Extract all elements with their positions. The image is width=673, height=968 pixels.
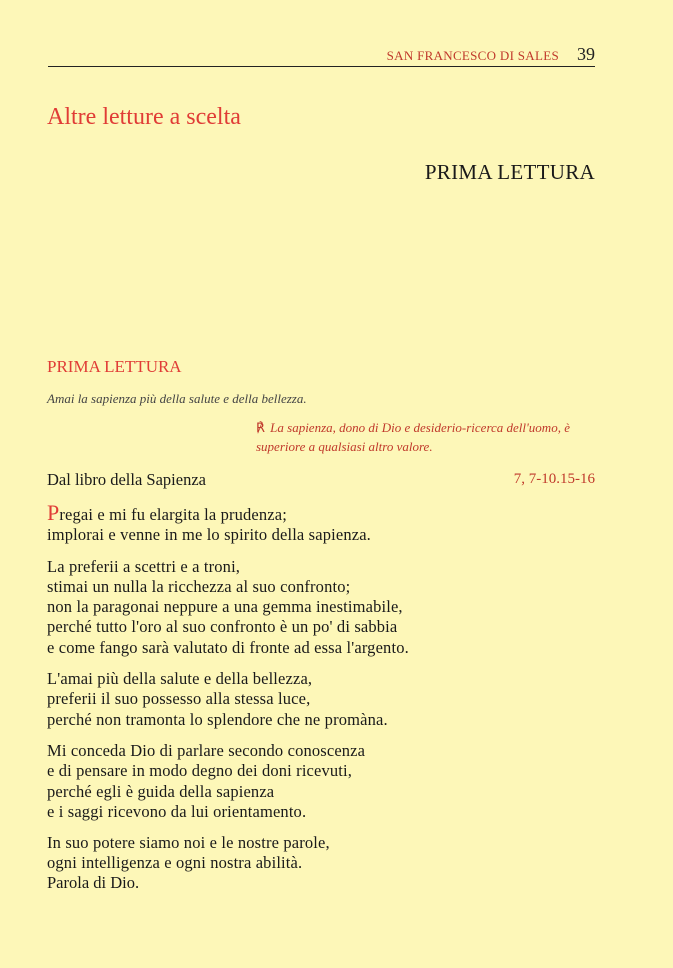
verse-line (47, 741, 607, 761)
verse-line (47, 638, 607, 658)
verse-line (47, 577, 607, 597)
verse-line (47, 853, 607, 873)
verse-text: preferii il suo possesso alla stessa luce, (47, 689, 311, 709)
reading-title: PRIMA LETTURA (424, 160, 595, 184)
verse-text: e di pensare in modo degno dei doni ricevuti, (47, 761, 353, 781)
verse-line (47, 761, 607, 781)
verse-text: perché tutto l'oro al suo confronto è un po' di sabbia (47, 617, 398, 637)
verse-line (47, 802, 607, 822)
running-head (48, 44, 595, 67)
verse-text: e come fango sarà valutato di fronte ad essa l'argento. (47, 637, 409, 657)
verse-line (47, 597, 607, 617)
verse-text: Mi conceda Dio di parlare secondo conoscenza (47, 740, 366, 760)
response-text: La sapienza, dono di Dio e desiderio-ricerca dell'uomo, è superiore a qualsiasi altro valore. (256, 420, 570, 454)
verse-line (47, 833, 607, 853)
antiphon: Amai la sapienza più della salute e della bellezza. (47, 391, 307, 406)
stanza (47, 669, 607, 730)
verse-line (47, 525, 607, 545)
reading-heading: PRIMA LETTURA (47, 357, 182, 376)
verse-text: perché egli è guida della sapienza (47, 781, 275, 801)
verse-text: La preferii a scettri e a troni, (47, 556, 241, 576)
response-symbol: ℟ (256, 420, 265, 435)
running-title: SAN FRANCESCO DI SALES (386, 48, 559, 63)
stanza (47, 741, 607, 822)
verse-line (47, 500, 607, 525)
verse-line (47, 557, 607, 577)
stanza (47, 500, 607, 546)
page-number: 39 (577, 44, 595, 64)
verse-text: ogni intelligenza e ogni nostra abilità. (47, 853, 303, 873)
verse-text: perché non tramonta lo splendore che ne promàna. (47, 709, 388, 729)
verse-line (47, 669, 607, 689)
drop-cap: P (47, 500, 60, 525)
verse-text: e i saggi ricevono da lui orientamento. (47, 801, 307, 821)
stanza (47, 833, 607, 874)
verse-line (47, 782, 607, 802)
verse-text: stimai un nulla la ricchezza al suo confronto; (47, 576, 351, 596)
book-source: Dal libro della Sapienza (47, 470, 206, 489)
verse-text: implorai e venne in me lo spirito della sapienza. (47, 525, 371, 545)
closing-formula: Parola di Dio. (47, 873, 140, 892)
stanza (47, 557, 607, 658)
verse-line (47, 710, 607, 730)
response (256, 418, 596, 456)
verse-text: regai e mi fu elargita la prudenza; (59, 505, 287, 524)
reading-text (47, 500, 607, 885)
verse-text: L'amai più della salute e della bellezza, (47, 669, 313, 689)
scripture-citation: 7, 7-10.15-16 (513, 471, 595, 487)
verse-line (47, 617, 607, 637)
section-title: Altre letture a scelta (47, 104, 241, 130)
verse-text: In suo potere siamo noi e le nostre parole, (47, 833, 330, 853)
verse-line (47, 689, 607, 709)
verse-text: non la paragonai neppure a una gemma inestimabile, (47, 597, 403, 617)
